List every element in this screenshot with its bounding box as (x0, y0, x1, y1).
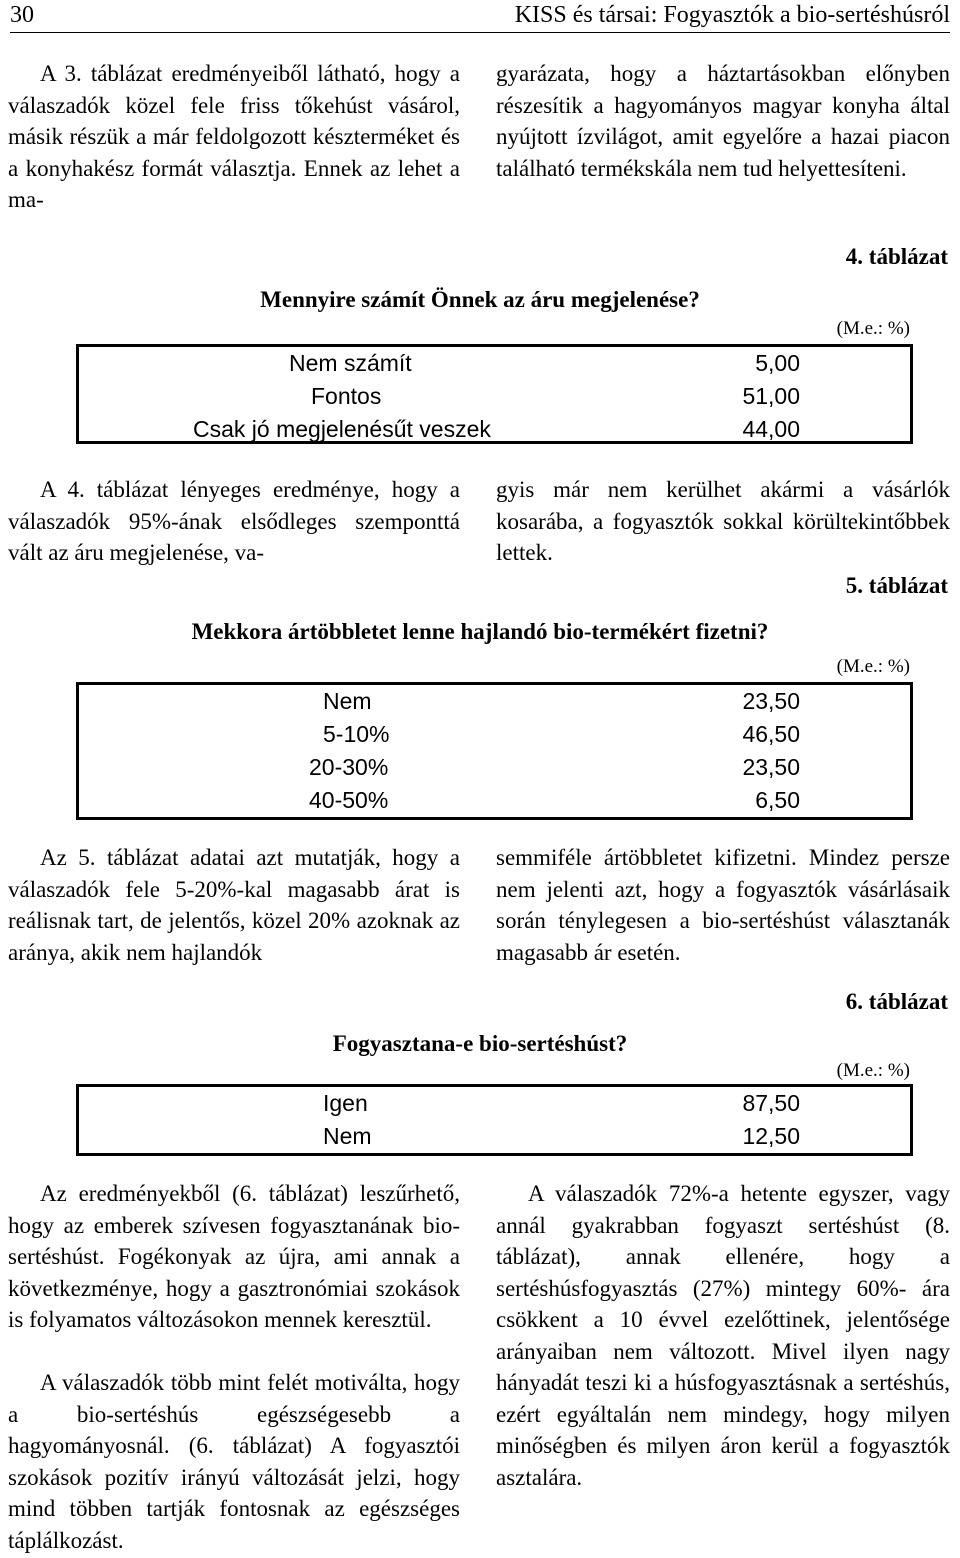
table-6-title: Fogyasztana-e bio-sertéshúst? (332, 1031, 628, 1056)
table-row-value: 6,50 (755, 787, 800, 813)
table-row-value: 46,50 (742, 721, 800, 747)
paragraph-s3-left: Az 5. táblázat adatai azt mutatják, hogy a válaszadók fele 5-20%-kal magasabb árat is reálisnak tart, de jelentős, közel 20% azoknak az aránya, akik nem hajlandók (8, 845, 460, 965)
table-row-value: 5,00 (755, 350, 800, 376)
table-row-label: 40-50% (309, 787, 389, 813)
page-number: 30 (10, 2, 34, 28)
table-5-title: Mekkora ártöbbletet lenne hajlandó bio-termékért fizetni? (191, 619, 769, 644)
table-row-value: 23,50 (742, 754, 800, 780)
table-4 (76, 344, 913, 444)
table-row-label: Csak jó megjelenésűt veszek (193, 416, 491, 442)
table-row-label: Nem (323, 688, 372, 714)
table-row-value: 12,50 (742, 1123, 800, 1149)
table-row-label: Nem (323, 1123, 372, 1149)
table-row-value: 23,50 (742, 688, 800, 714)
paragraph-s4-right: A válaszadók 72%-a hetente egyszer, vagy annál gyakrabban fogyaszt sertéshúst (8. táblázat), annak ellenére, hogy a sertéshúsfogyasztás (27%) mintegy 60%- ára csökkent a 10 évvel ezelőttinek, jelentősége arányaiban nem változott. Mivel ilyen nagy hányadát teszi ki a húsfogyasztásnak a sertéshús, ezért egyáltalán nem mindegy, hogy milyen minőségben és milyen áron kerül a fogyasztók asztalára. (496, 1181, 950, 1490)
table-row (79, 1120, 910, 1153)
table-row (79, 347, 910, 380)
table-row (79, 1087, 910, 1120)
table-4-unit: (M.e.: %) (836, 318, 910, 339)
page-header (10, 0, 950, 33)
table-row-value: 51,00 (742, 383, 800, 409)
table-5-number: 5. táblázat (845, 573, 948, 598)
table-row (79, 784, 910, 817)
table-row-label: 20-30% (309, 754, 389, 780)
paragraph-s1-left: A 3. táblázat eredményeiből látható, hogy a válaszadók közel fele friss tőkehúst vásárol, másik részük a már feldolgozott készterméket és a konyhakész formát választja. Ennek az lehet a ma- (8, 61, 460, 212)
paragraph-s4-left-2: A válaszadók több mint felét motiválta, hogy a bio-sertéshús egészségesebb a hagyományosnál. (6. táblázat) A fogyasztói szokások pozitív irányú változását jelzi, hogy mind többen tartják fontosnak az egészséges táplálkozást. (8, 1370, 460, 1553)
table-row (79, 685, 910, 718)
paragraph-s4-left-1: Az eredményekből (6. táblázat) leszűrhető, hogy az emberek szívesen fogyasztanának bio-sertéshúst. Fogékonyak az újra, ami annak a következménye, hogy a gasztronómiai szokások is folyamatos változásokon mennek keresztül. (8, 1181, 460, 1332)
paragraph-s3-right: semmiféle ártöbbletet kifizetni. Mindez persze nem jelenti azt, hogy a fogyasztók vásárlásaik során ténylegesen a bio-sertéshúst választanák magasabb ár esetén. (496, 845, 950, 965)
table-row-label: 5-10% (323, 721, 390, 747)
table-row-label: Igen (323, 1090, 368, 1116)
table-6 (76, 1084, 913, 1156)
table-row (79, 413, 910, 446)
table-6-unit: (M.e.: %) (836, 1060, 910, 1081)
table-5 (76, 682, 913, 820)
running-title: KISS és társai: Fogyasztók a bio-sertéshúsról (514, 2, 950, 28)
table-4-number: 4. táblázat (845, 244, 948, 269)
paragraph-s1-right: gyarázata, hogy a háztartásokban előnyben részesítik a hagyományos magyar konyha által nyújtott ízvilágot, amit egyelőre a hazai piacon található termékskála nem tud helyettesíteni. (496, 61, 950, 181)
table-row-label: Fontos (311, 383, 382, 409)
table-row-value: 87,50 (742, 1090, 800, 1116)
table-row (79, 380, 910, 413)
table-5-unit: (M.e.: %) (836, 656, 910, 677)
table-row (79, 718, 910, 751)
table-row-label: Nem számít (289, 350, 412, 376)
paragraph-s2-left: A 4. táblázat lényeges eredménye, hogy a válaszadók 95%-ának elsődleges szemponttá vált az áru megjelenése, va- (8, 477, 460, 565)
table-4-title: Mennyire számít Önnek az áru megjelenése? (260, 287, 700, 312)
table-row (79, 751, 910, 784)
paragraph-s2-right: gyis már nem kerülhet akármi a vásárlók kosarába, a fogyasztók sokkal körültekintőbbek lettek. (496, 477, 950, 565)
table-6-number: 6. táblázat (845, 989, 948, 1014)
table-row-value: 44,00 (742, 416, 800, 442)
